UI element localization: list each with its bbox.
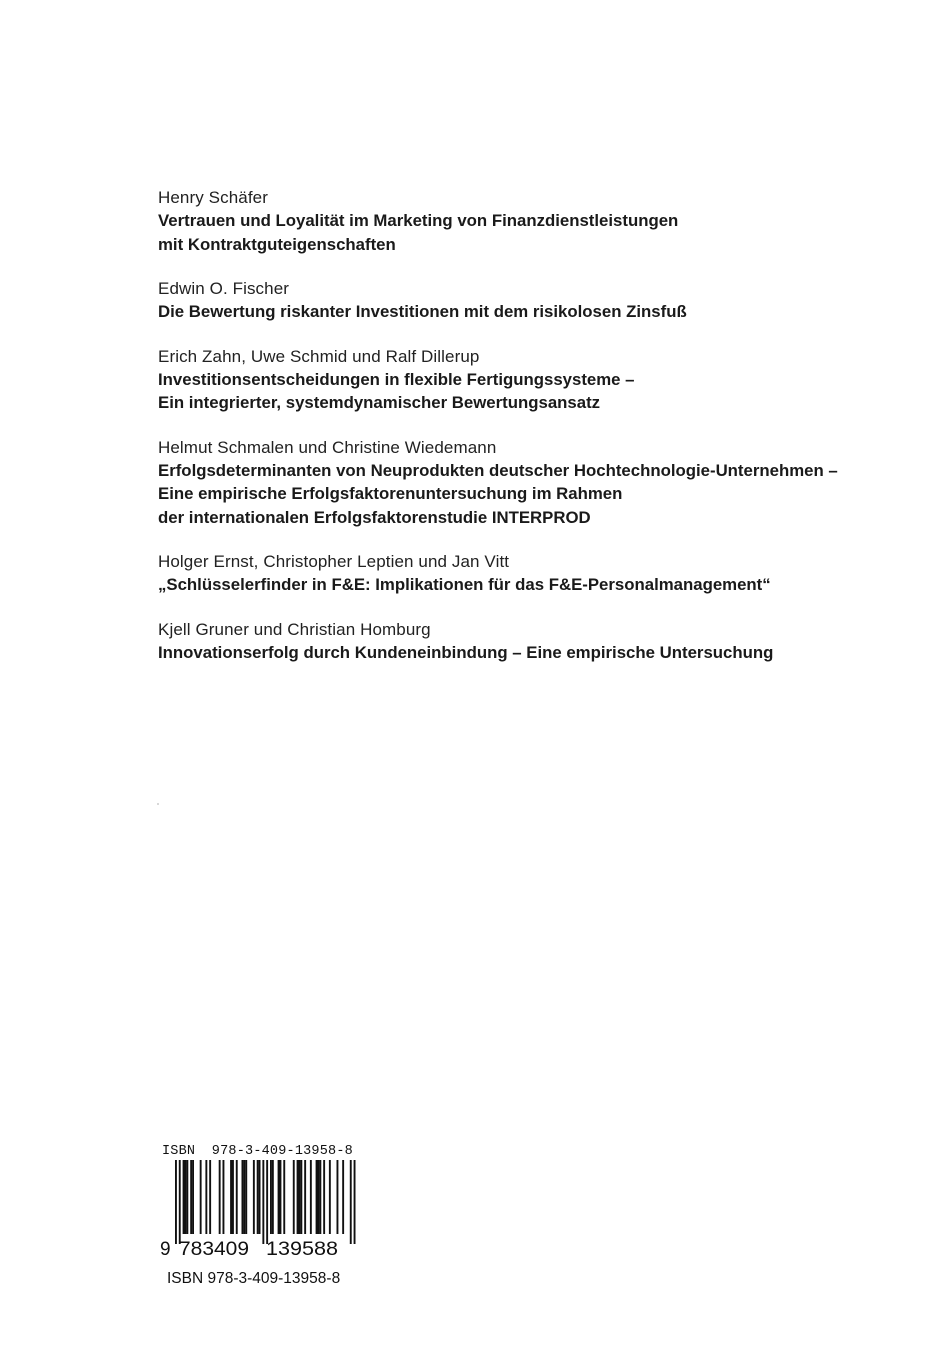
article-title: mit Kontraktguteigenschaften <box>158 234 396 254</box>
barcode-bar <box>253 1160 255 1234</box>
barcode-bars <box>175 1160 356 1244</box>
barcode-bar <box>319 1160 321 1234</box>
publication-list <box>158 186 878 685</box>
barcode-bar <box>186 1160 188 1234</box>
barcode-bar <box>185 1160 187 1234</box>
list-item <box>158 186 878 256</box>
barcode-bar <box>280 1160 282 1234</box>
barcode-bar <box>259 1160 261 1234</box>
barcode-isbn-label: ISBN 978-3-409-13958-8 <box>162 1144 353 1159</box>
author-names: Erich Zahn, Uwe Schmid und Ralf Dillerup <box>158 346 480 366</box>
barcode-bar <box>219 1160 221 1234</box>
list-item <box>158 277 878 324</box>
list-item <box>158 436 878 530</box>
barcode-guard-bar <box>179 1160 181 1244</box>
article-title: „Schlüsselerfinder in F&E: Implikationen für das F&E-Personalmanagement“ <box>158 575 771 594</box>
barcode-bar <box>257 1160 259 1234</box>
barcode-guard-bar <box>266 1160 268 1244</box>
list-item <box>158 550 878 597</box>
barcode-bar <box>304 1160 306 1234</box>
article-title: Vertrauen und Loyalität im Marketing von Finanzdienstleistungen <box>158 211 679 230</box>
barcode-bar <box>278 1160 280 1234</box>
barcode-bar <box>192 1160 194 1234</box>
barcode-bar <box>283 1160 285 1234</box>
article-title: Die Bewertung riskanter Investitionen mit dem risikolosen Zinsfuß <box>158 302 687 321</box>
article-title: Erfolgsdeterminanten von Neuprodukten deutscher Hochtechnologie-Unternehmen – <box>158 460 838 480</box>
barcode-bar <box>299 1160 301 1234</box>
barcode-bar <box>236 1160 238 1234</box>
barcode-bar <box>310 1160 312 1234</box>
barcode-bar <box>272 1160 274 1234</box>
list-item <box>158 618 878 665</box>
barcode-bar <box>245 1160 247 1234</box>
author-names: Helmut Schmalen und Christine Wiedemann <box>158 437 497 457</box>
barcode-bar <box>232 1160 234 1234</box>
barcode-bar <box>230 1160 232 1234</box>
barcode-guard-bar <box>354 1160 356 1244</box>
barcode-bar <box>200 1160 202 1234</box>
barcode-bar <box>293 1160 295 1234</box>
barcode-bar <box>300 1160 302 1234</box>
isbn-number: ISBN 978-3-409-13958-8 <box>167 1270 341 1287</box>
barcode-bar <box>205 1160 207 1234</box>
author-names: Edwin O. Fischer <box>158 279 290 298</box>
barcode-bar <box>242 1160 244 1234</box>
barcode-bar <box>223 1160 225 1234</box>
article-title: Eine empirische Erfolgsfaktorenuntersuchung im Rahmen <box>158 484 623 503</box>
barcode-digit-first: 9 <box>160 1239 171 1258</box>
barcode-bar <box>337 1160 339 1234</box>
article-title: Investitionsentscheidungen in flexible Fertigungssysteme – <box>158 369 635 389</box>
barcode-guard-bar <box>175 1160 177 1244</box>
author-names: Holger Ernst, Christopher Leptien und Jan Vitt <box>158 552 510 571</box>
barcode-bar <box>329 1160 331 1234</box>
scan-speck <box>157 803 159 805</box>
list-item <box>158 345 878 415</box>
barcode-bar <box>183 1160 185 1234</box>
barcode-bar <box>316 1160 318 1234</box>
barcode-guard-bar <box>262 1160 264 1244</box>
barcode-bar <box>270 1160 272 1234</box>
ean-barcode <box>160 1158 360 1258</box>
barcode-bar <box>318 1160 320 1234</box>
barcode-bar <box>209 1160 211 1234</box>
article-title: Ein integrierter, systemdynamischer Bewertungsansatz <box>158 393 601 412</box>
barcode-bar <box>342 1160 344 1234</box>
barcode-guard-bar <box>350 1160 352 1244</box>
barcode-digits-right: 139588 <box>266 1239 338 1258</box>
barcode-bar <box>323 1160 325 1234</box>
article-title: Innovationserfolg durch Kundeneinbindung – Eine empirische Untersuchung <box>158 642 774 662</box>
barcode-digits-left: 783409 <box>179 1239 249 1258</box>
barcode-bar <box>297 1160 299 1234</box>
barcode-bar <box>190 1160 192 1234</box>
barcode-bar <box>243 1160 245 1234</box>
author-names: Kjell Gruner und Christian Homburg <box>158 619 431 639</box>
author-names: Henry Schäfer <box>158 188 268 207</box>
article-title: der internationalen Erfolgsfaktorenstudie INTERPROD <box>158 507 591 527</box>
